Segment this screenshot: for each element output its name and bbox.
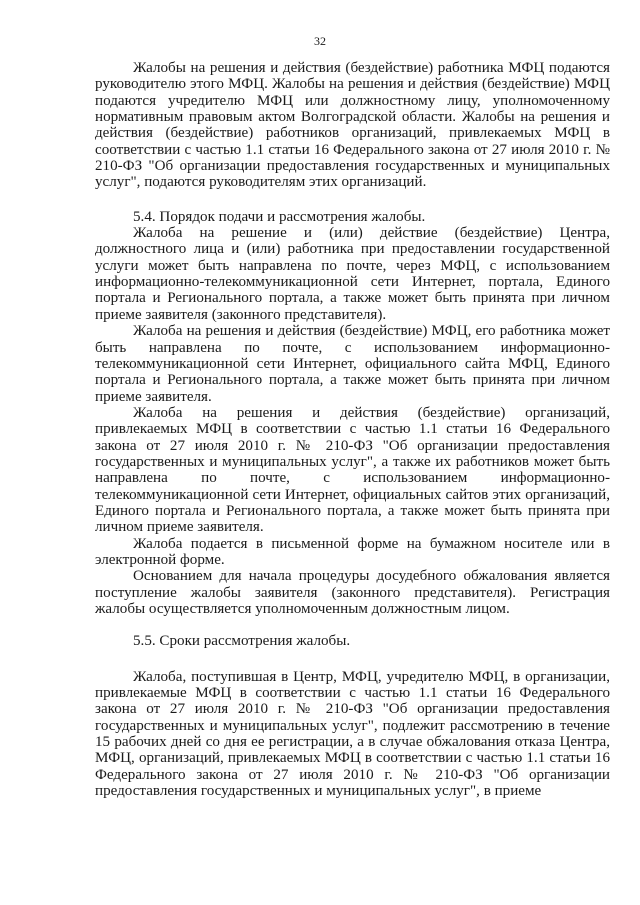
section-heading-5-4: 5.4. Порядок подачи и рассмотрения жалобы. (133, 208, 426, 225)
spacer (95, 191, 610, 209)
page-number: 32 (314, 34, 326, 48)
paragraph-mfc-complaints: Жалобы на решения и действия (бездействие) работника МФЦ подаются руководителю этого МФЦ. Жалобы на решения и действия (бездействие) МФЦ подаются учредителю МФЦ или должностному лицу, уполномоченному нормативным правовым актом Волгоградской области. Жалобы на решения и действия (бездействие) работников организаций, привлекаемых МФЦ в соответствии с частью 1.1 статьи 16 Федерального закона от 27 июля 2010 г. № 210-ФЗ "Об организации предоставления государственных и муниципальных услуг", подаются руководителям этих организаций. (95, 60, 610, 191)
paragraph-complaint-form: Жалоба подается в письменной форме на бумажном носителе или в электронной форме. (95, 535, 610, 568)
paragraph-organizations-complaint: Жалоба на решения и действия (бездействие) организаций, привлекаемых МФЦ в соответствии с частью 1.1 статьи 16 Федерального закона от 27 июля 2010 г. № 210-ФЗ "Об организации предоставления государственных и муниципальных услуг", а также их работников может быть направлена по почте, с использованием информационно-телекоммуникационной сети Интернет, официальных сайтов этих организаций, Единого портала и Регионального портала, а также может быть принята при личном приеме заявителя. (95, 404, 610, 536)
paragraph-mfc-complaint: Жалоба на решения и действия (бездействие) МФЦ, его работника может быть направлена по почте, с использованием информационно-телекоммуникационной сети Интернет, официального сайта МФЦ, Единого портала и Регионального портала, а также может быть принята при личном приеме заявителя. (95, 323, 610, 405)
document-body (95, 60, 610, 799)
section-heading-5-5: 5.5. Сроки рассмотрения жалобы. (133, 633, 351, 650)
paragraph-review-terms: Жалоба, поступившая в Центр, МФЦ, учредителю МФЦ, в организации, привлекаемые МФЦ в соответствии с частью 1.1 статьи 16 Федерального закона от 27 июля 2010 г. № 210-ФЗ "Об организации предоставления государственных и муниципальных услуг", подлежит рассмотрению в течение 15 рабочих дней со дня ее регистрации, а в случае обжалования отказа Центра, МФЦ, организаций, привлекаемых МФЦ в соответствии с частью 1.1 статьи 16 Федерального закона от 27 июля 2010 г. № 210-ФЗ "Об организации предоставления государственных и муниципальных услуг", в приеме (95, 668, 610, 800)
spacer (95, 650, 610, 669)
paragraph-procedure-basis: Основанием для начала процедуры досудебного обжалования является поступление жалобы заявителя (законного представителя). Регистрация жалобы осуществляется уполномоченным должностным лицом. (95, 568, 610, 617)
spacer (95, 617, 610, 633)
paragraph-center-complaint: Жалоба на решение и (или) действие (бездействие) Центра, должностного лица и (или) работника при предоставлении государственной услуги может быть направлена по почте, через МФЦ, с использованием информационно-телекоммуникационной сети Интернет, портала, Единого портала и Регионального портала, а также может быть принята при личном приеме заявителя (законного представителя). (95, 225, 610, 323)
